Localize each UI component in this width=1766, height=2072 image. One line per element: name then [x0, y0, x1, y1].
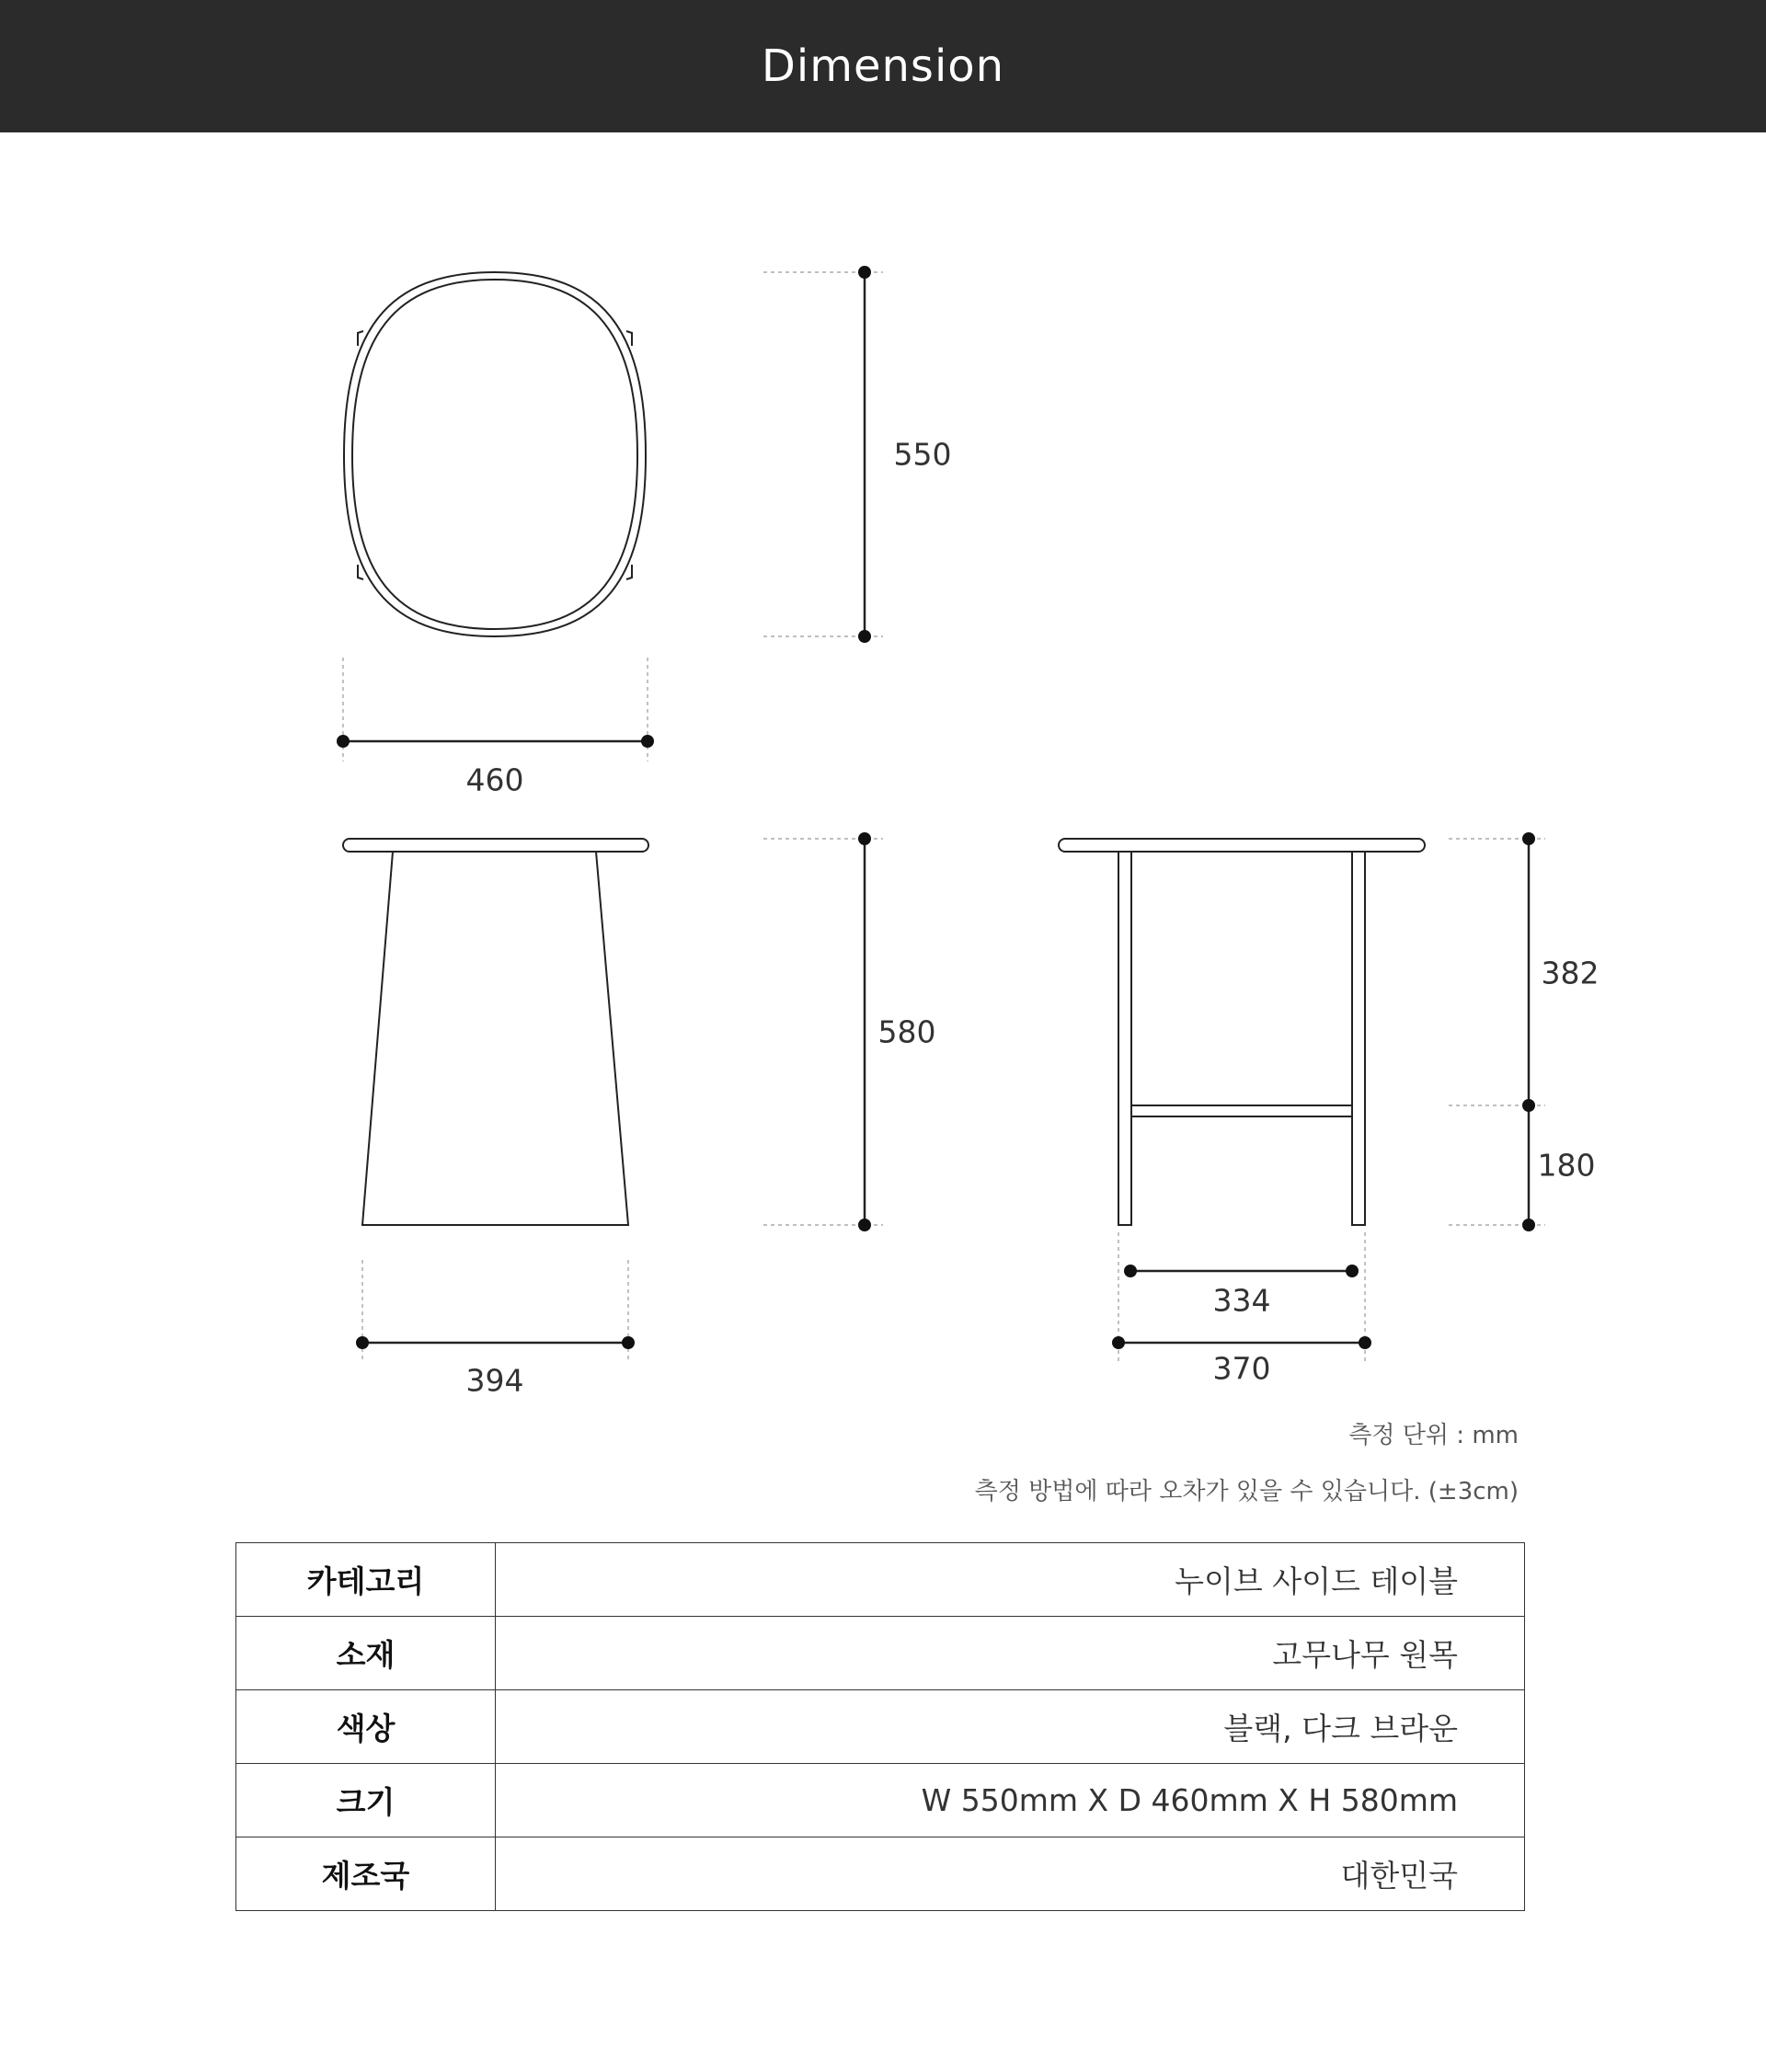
dim-label-frame-lower: 180 [1537, 1147, 1596, 1184]
dim-label-base-width: 394 [465, 1362, 524, 1399]
dim-label-height: 580 [877, 1013, 936, 1050]
unit-note: 측정 단위 : mm [1348, 1422, 1519, 1449]
spec-value: 대한민국 [496, 1837, 1525, 1911]
dim-label-top-depth: 460 [465, 761, 524, 798]
spec-table [235, 1542, 1525, 1911]
table-side-view [1059, 839, 1425, 852]
spec-row [236, 1617, 1525, 1690]
spec-label: 소재 [236, 1617, 496, 1690]
spec-value: 블랙, 다크 브라운 [496, 1690, 1525, 1764]
dim-label-frame-upper: 382 [1541, 955, 1600, 991]
spec-label: 제조국 [236, 1837, 496, 1911]
spec-row [236, 1690, 1525, 1764]
spec-label: 색상 [236, 1690, 496, 1764]
spec-label: 카테고리 [236, 1543, 496, 1617]
dim-label-frame-inner-width: 334 [1212, 1282, 1271, 1319]
page-title: Dimension [761, 40, 1005, 92]
spec-value: 고무나무 원목 [496, 1617, 1525, 1690]
table-front-view [343, 839, 648, 852]
table-top-view [344, 272, 646, 636]
spec-row [236, 1837, 1525, 1911]
dim-label-top-width: 550 [893, 436, 952, 473]
tolerance-note: 측정 방법에 따라 오차가 있을 수 있습니다. (±3cm) [974, 1478, 1519, 1505]
spec-row [236, 1764, 1525, 1837]
spec-label: 크기 [236, 1764, 496, 1837]
spec-row [236, 1543, 1525, 1617]
dim-label-frame-outer-width: 370 [1212, 1350, 1271, 1387]
spec-value: 누이브 사이드 테이블 [496, 1543, 1525, 1617]
spec-value: W 550mm X D 460mm X H 580mm [496, 1764, 1525, 1837]
